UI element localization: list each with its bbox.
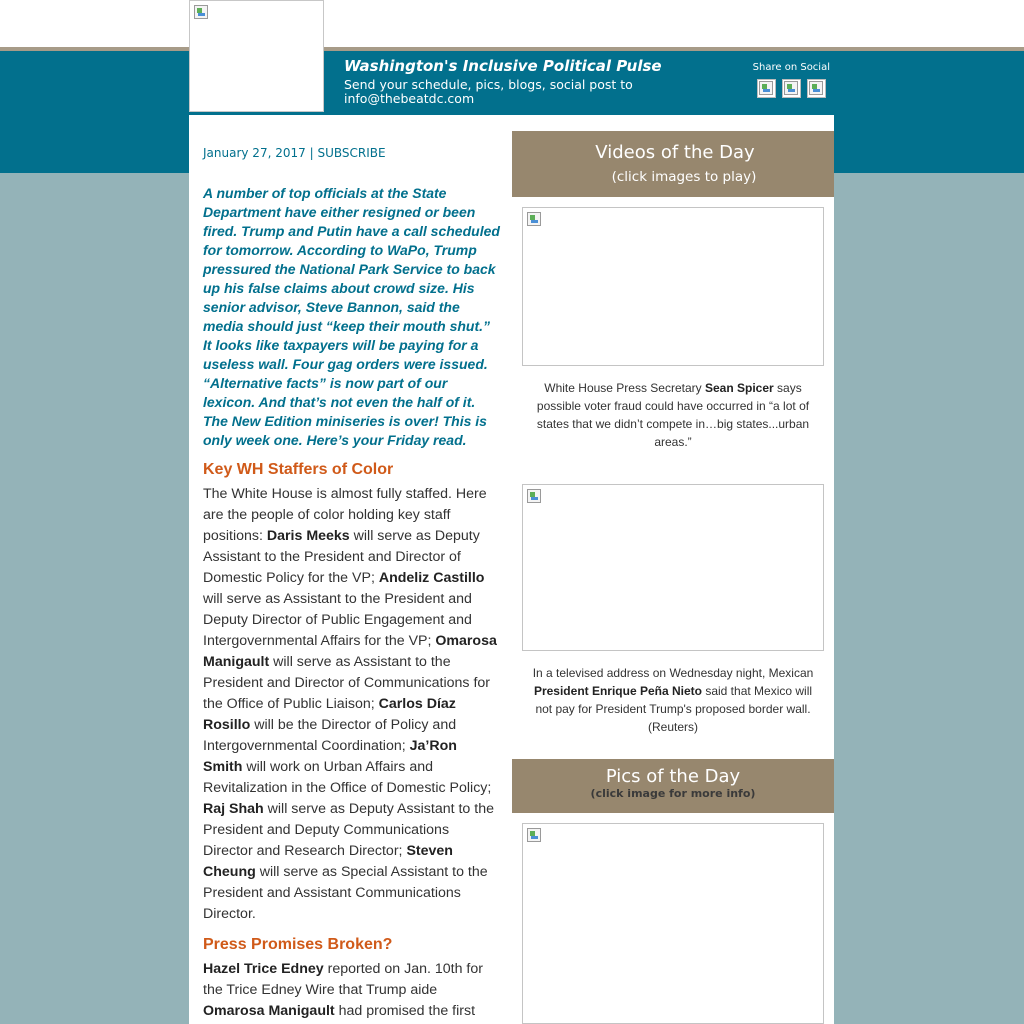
caption-text: says possible voter fraud could have occurred in “a lot of states that we didn’t compete in…big states...urban areas.” — [536, 381, 810, 449]
section-heading-press: Press Promises Broken? — [203, 936, 393, 953]
staffer-name: Omarosa Manigault — [203, 633, 497, 670]
caption-name: Sean Spicer — [705, 381, 774, 395]
staffer-name: Carlos Díaz Rosillo — [203, 696, 456, 733]
caption-name: President Enrique Peña Nieto — [533, 684, 702, 698]
text-segment: had promised the first — [334, 1003, 476, 1019]
pic-thumbnail[interactable] — [522, 823, 824, 1024]
text-segment: will work on Urban Affairs and Revitalization in the Office of Domestic Policy; — [203, 759, 492, 796]
broken-image-icon — [784, 81, 798, 95]
video-thumbnail[interactable] — [522, 484, 824, 651]
press-paragraph — [203, 959, 499, 1022]
top-bar — [0, 0, 1024, 47]
staffer-name: Raj Shah — [203, 801, 264, 817]
text-segment: will be the Director of Policy and Intergovernmental Coordination; — [203, 717, 457, 754]
logo-image[interactable] — [189, 0, 324, 112]
date-separator: | — [309, 146, 314, 160]
broken-image-icon — [527, 489, 541, 503]
subscribe-link[interactable]: SUBSCRIBE — [317, 146, 386, 160]
staffer-name: Daris Meeks — [266, 528, 350, 544]
site-tagline: Washington's Inclusive Political Pulse — [344, 57, 662, 75]
text-segment: will serve as Deputy Assistant to the President and Deputy Communications Director and Research Director; — [203, 801, 494, 859]
caption-text: said that Mexico will not pay for President Trump's proposed border wall. (Reuters) — [535, 684, 813, 734]
pics-subtitle: (click image for more info) — [590, 787, 756, 800]
videos-subtitle: (click images to play) — [611, 169, 757, 185]
share-twitter-icon[interactable] — [782, 79, 801, 98]
staffer-name: Steven Cheung — [203, 843, 453, 880]
video-caption — [524, 379, 822, 451]
broken-image-icon — [759, 81, 773, 95]
staffers-paragraph — [203, 484, 499, 925]
pics-title: Pics of the Day — [605, 766, 741, 787]
staffer-name: Ja’Ron Smith — [203, 738, 457, 775]
broken-image-icon — [527, 212, 541, 226]
intro-summary: A number of top officials at the State Department have either resigned or been fired. Trump and Putin have a call scheduled for tomorrow. According to WaPo, Trump pressured the National Park Service to back up his false claims about crowd size. His senior advisor, Steve Bannon, said the media should just “keep their mouth shut.” It looks like taxpayers will be paying for a useless wall. Four gag orders were issued. “Alternative facts” is now part of our lexicon. And that’s not even the half of it. The New Edition miniseries is over! This is only week one. Here’s your Friday read. — [203, 185, 500, 448]
broken-image-icon — [194, 5, 208, 19]
person-name: Omarosa Manigault — [203, 1003, 335, 1019]
videos-header — [512, 131, 834, 197]
broken-image-icon — [809, 81, 823, 95]
text-segment: will serve as Special Assistant to the President and Assistant Communications Director. — [203, 864, 488, 922]
text-segment: reported on Jan. 10th for the Trice Edney Wire that Trump aide — [203, 961, 483, 998]
videos-title: Videos of the Day — [595, 142, 755, 163]
person-name: Hazel Trice Edney — [203, 961, 324, 977]
share-label: Share on Social — [752, 62, 830, 73]
section-heading-staffers: Key WH Staffers of Color — [203, 461, 394, 478]
caption-text: In a televised address on Wednesday night, Mexican — [532, 666, 814, 680]
caption-text: White House Press Secretary — [544, 381, 705, 395]
text-segment: The White House is almost fully staffed. Here are the people of color holding key staff positions: — [203, 486, 487, 544]
share-facebook-icon[interactable] — [757, 79, 776, 98]
video-caption — [524, 664, 822, 736]
pics-header — [512, 759, 834, 813]
issue-date: January 27, 2017 — [203, 146, 306, 160]
staffer-name: Andeliz Castillo — [378, 570, 485, 586]
text-segment: will serve as Deputy Assistant to the President and Director of Domestic Policy for the VP; — [203, 528, 480, 586]
text-segment: will serve as Assistant to the President and Deputy Director of Public Engagement and Intergovernmental Affairs for the VP; — [203, 591, 472, 649]
share-email-icon[interactable] — [807, 79, 826, 98]
newsletter-body — [189, 115, 834, 1024]
broken-image-icon — [527, 828, 541, 842]
date-line — [203, 146, 386, 160]
submission-info: Send your schedule, pics, blogs, social post to info@thebeatdc.com — [344, 77, 633, 106]
video-thumbnail[interactable] — [522, 207, 824, 366]
text-segment: will serve as Assistant to the President and Director of Communications for the Office of Public Liaison; — [203, 654, 491, 712]
